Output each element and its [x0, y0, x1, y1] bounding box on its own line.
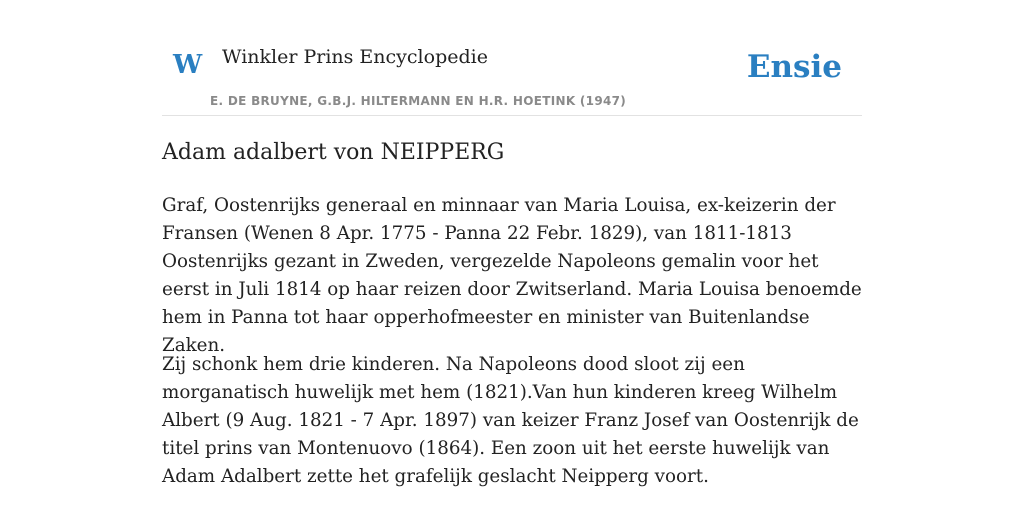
source-title[interactable]: Winkler Prins Encyclopedie — [222, 46, 488, 68]
source-header — [162, 0, 862, 116]
article-title: Adam adalbert von NEIPPERG — [162, 140, 505, 165]
source-authors: E. DE BRUYNE, G.B.J. HILTERMANN EN H.R. HOETINK (1947) — [210, 94, 627, 108]
article-paragraph: Zij schonk hem drie kinderen. Na Napoleons dood sloot zij een morganatisch huwelijk met hem (1821).Van hun kinderen kreeg Wilhelm Albert (9 Aug. 1821 - 7 Apr. 1897) van keizer Franz Josef van Oostenrijk de titel prins van Montenuovo (1864). Een zoon uit het eerste huwelijk van Adam Adalbert zette het grafelijk geslacht Neipperg voort. — [162, 354, 859, 487]
encyclopedia-logo-icon[interactable]: W — [173, 50, 203, 80]
article-paragraph: Graf, Oostenrijks generaal en minnaar van Maria Louisa, ex-keizerin der Fransen (Wenen 8 Apr. 1775 - Panna 22 Febr. 1829), van 1811-1813 Oostenrijks gezant in Zweden, vergezelde Napoleons gemalin voor het eerst in Juli 1814 op haar reizen door Zwitserland. Maria Louisa benoemde hem in Panna tot haar opperhofmeester en minister van Buitenlandse Zaken. — [162, 195, 862, 356]
brand-logo[interactable]: Ensie — [746, 49, 842, 85]
